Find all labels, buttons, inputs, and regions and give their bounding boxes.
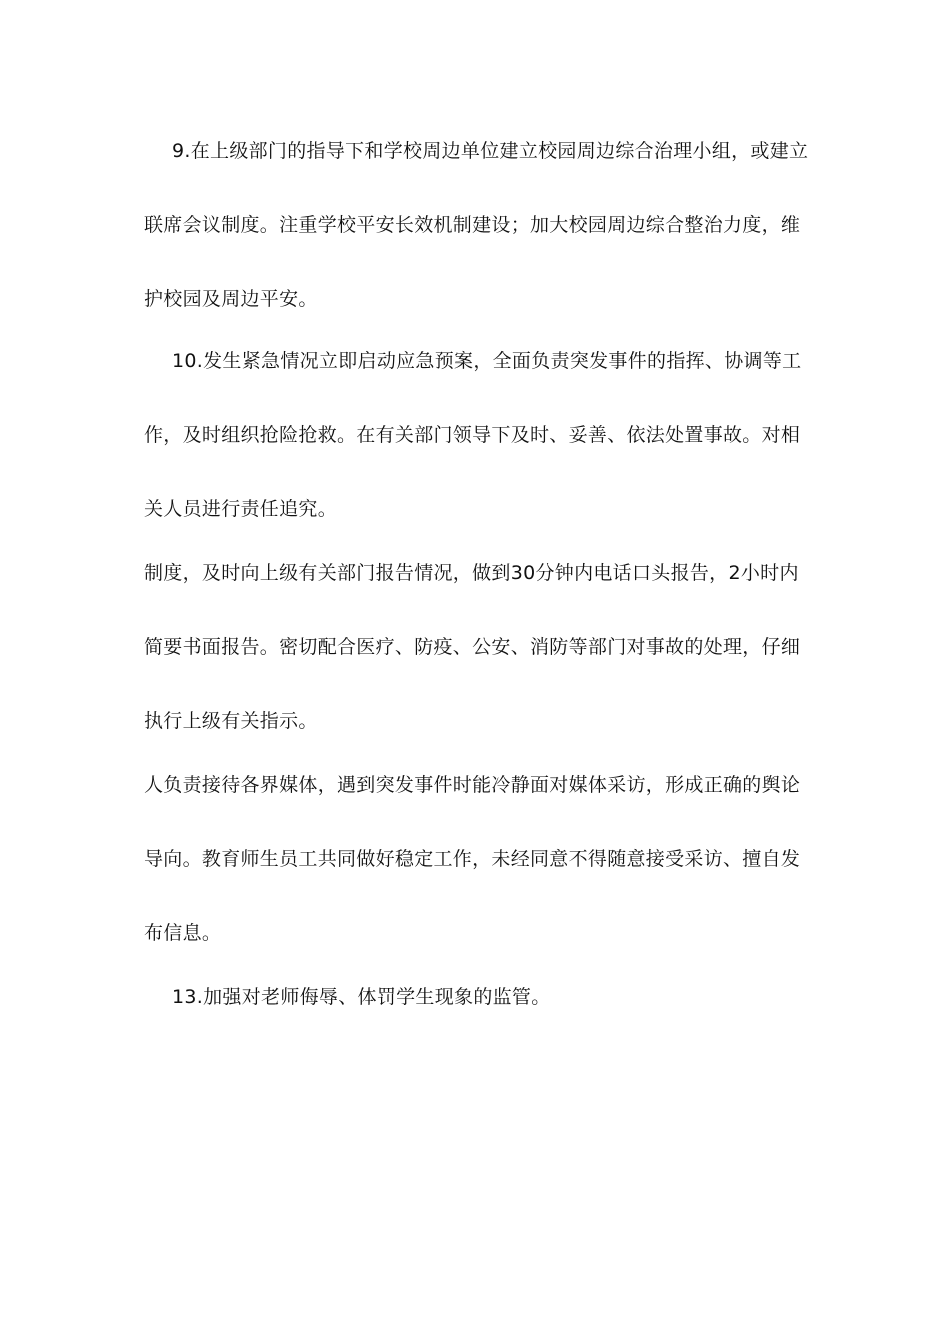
paragraph-11-line-2: 简要书面报告。密切配合医疗、防疫、公安、消防等部门对事故的处理，仔细 — [144, 636, 801, 658]
paragraph-12-line-2: 导向。教育师生员工共同做好稳定工作，未经同意不得随意接受采访、擅自发 — [144, 848, 801, 870]
paragraph-9-line-3: 护校园及周边平安。 — [144, 288, 318, 310]
paragraph-10-line-2: 作，及时组织抢险抢救。在有关部门领导下及时、妥善、依法处置事故。对相 — [144, 424, 801, 446]
paragraph-10-line-3: 关人员进行责任追究。 — [144, 498, 338, 520]
paragraph-10-line-1: 10.发生紧急情况立即启动应急预案，全面负责突发事件的指挥、协调等工 — [172, 350, 802, 372]
paragraph-13-line-1: 13.加强对老师侮辱、体罚学生现象的监管。 — [172, 986, 551, 1008]
paragraph-11-line-1: 制度，及时向上级有关部门报告情况，做到30分钟内电话口头报告，2小时内 — [144, 562, 799, 584]
paragraph-12-line-1: 人负责接待各界媒体，遇到突发事件时能冷静面对媒体采访，形成正确的舆论 — [144, 774, 801, 796]
paragraph-11-line-3: 执行上级有关指示。 — [144, 710, 318, 732]
paragraph-9-line-2: 联席会议制度。注重学校平安长效机制建设；加大校园周边综合整治力度，维 — [144, 214, 801, 236]
paragraph-9-line-1: 9.在上级部门的指导下和学校周边单位建立校园周边综合治理小组，或建立 — [172, 140, 809, 162]
paragraph-12-line-3: 布信息。 — [144, 922, 222, 944]
